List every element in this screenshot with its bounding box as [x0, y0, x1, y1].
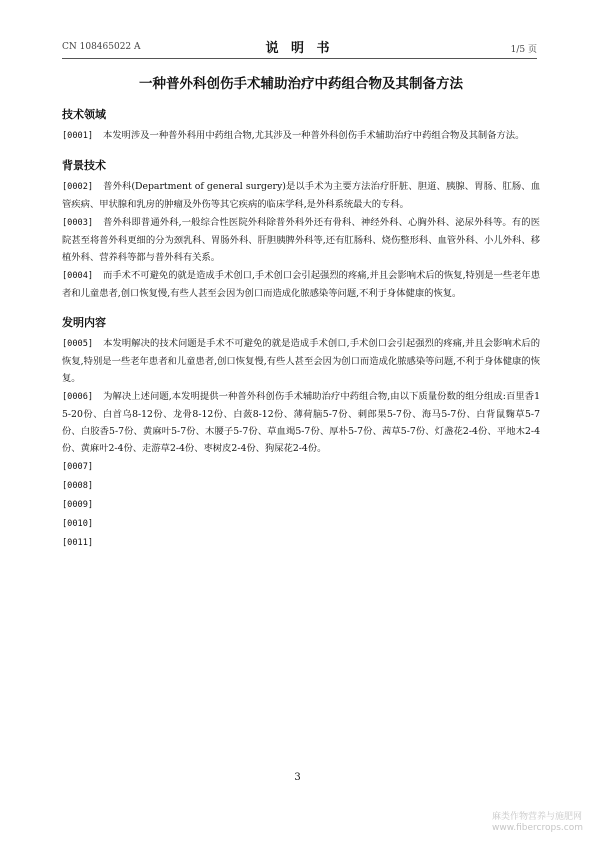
paragraph-0003	[62, 214, 540, 266]
paragraph-number: [0008]	[62, 481, 94, 491]
paragraph-text: 本发明涉及一种普外科用中药组合物,尤其涉及一种普外科创伤手术辅助治疗中药组合物及其制备方法。	[103, 130, 525, 141]
document-title: 一种普外科创伤手术辅助治疗中药组合物及其制备方法	[139, 76, 463, 92]
paragraph-number: [0009]	[62, 500, 94, 510]
paragraph-number: [0002]	[62, 182, 94, 192]
section-heading-background: 背景技术	[62, 159, 106, 172]
section-heading-technical-field: 技术领域	[62, 108, 106, 121]
paragraph-number: [0010]	[62, 519, 94, 529]
paragraph-text: 本发明解决的技术问题是手术不可避免的就是造成手术创口,手术创口会引起强烈的疼痛,并且会影响术后的恢复,特别是一些老年患者和儿童患者,创口恢复慢,有些人甚至会因为创口而造成化脓感染等问题,不利于身体健康的恢复。	[62, 338, 540, 384]
header-divider	[62, 58, 537, 59]
paragraph-0007	[62, 458, 540, 476]
watermark	[492, 812, 583, 834]
section-heading-summary: 发明内容	[62, 316, 106, 329]
paragraph-number: [0004]	[62, 271, 94, 281]
watermark-line-2: www.fibercrops.com	[492, 823, 583, 833]
watermark-line-1: 麻类作物营养与施肥网	[492, 812, 583, 822]
paragraph-text: 而手术不可避免的就是造成手术创口,手术创口会引起强烈的疼痛,并且会影响术后的恢复,特别是一些老年患者和儿童患者,创口恢复慢,有些人甚至会因为创口而造成化脓感染等问题,不利于身体健康的恢复。	[62, 270, 540, 299]
paragraph-0009	[62, 496, 540, 514]
page-header	[62, 36, 537, 56]
paragraph-text: 普外科即普通外科,一般综合性医院外科除普外科外还有骨科、神经外科、心胸外科、泌尿外科等。有的医院甚至将普外科更细的分为颈乳科、胃肠外科、肝胆胰脾外科等,还有肛肠科、烧伤整形科、血管外科、小儿外科、移植外科、营养科等都与普外科有关系。	[62, 217, 540, 263]
paragraph-text: 普外科(Department of general surgery)是以手术为主要方法治疗肝脏、胆道、胰腺、胃肠、肛肠、血管疾病、甲状腺和乳房的肿瘤及外伤等其它疾病的临床学科,是外科系统最大的专科。	[62, 181, 540, 210]
paragraph-0004	[62, 267, 540, 302]
paragraph-text: 为解决上述问题,本发明提供一种普外科创伤手术辅助治疗中药组合物,由以下质量份数的组分组成:百里香15-20份、白首乌8-12份、龙骨8-12份、白蔹8-12份、薄荷脑5-7份、刺郎果5-7份、海马5-7份、白背鼠麴草5-7份、白胶香5-7份、黄麻叶5-7份、木腰子5-7份、草血竭5-7份、厚朴5-7份、茜草5-7份、灯盏花2-4份、平地木2-4份、黄麻叶2-4份、走游草2-4份、枣树皮2-4份、狗屎花2-4份。	[62, 391, 540, 454]
paragraph-0005	[62, 335, 540, 387]
paragraph-0006	[62, 388, 540, 457]
paragraph-0011	[62, 534, 540, 552]
document-type: 说 明 书	[265, 41, 334, 56]
paragraph-number: [0007]	[62, 462, 94, 472]
paragraph-0010	[62, 515, 540, 533]
paragraph-0001	[62, 127, 540, 145]
page-number: 3	[294, 772, 301, 783]
paragraph-number: [0011]	[62, 538, 94, 548]
page-indicator: 1/5 页	[510, 45, 537, 55]
paragraph-number: [0001]	[62, 131, 94, 141]
patent-number: CN 108465022 A	[62, 42, 141, 52]
paragraph-number: [0005]	[62, 339, 94, 349]
paragraph-number: [0003]	[62, 218, 94, 228]
paragraph-number: [0006]	[62, 392, 94, 402]
paragraph-0002	[62, 178, 540, 213]
document-body	[62, 72, 540, 553]
paragraph-0008	[62, 477, 540, 495]
